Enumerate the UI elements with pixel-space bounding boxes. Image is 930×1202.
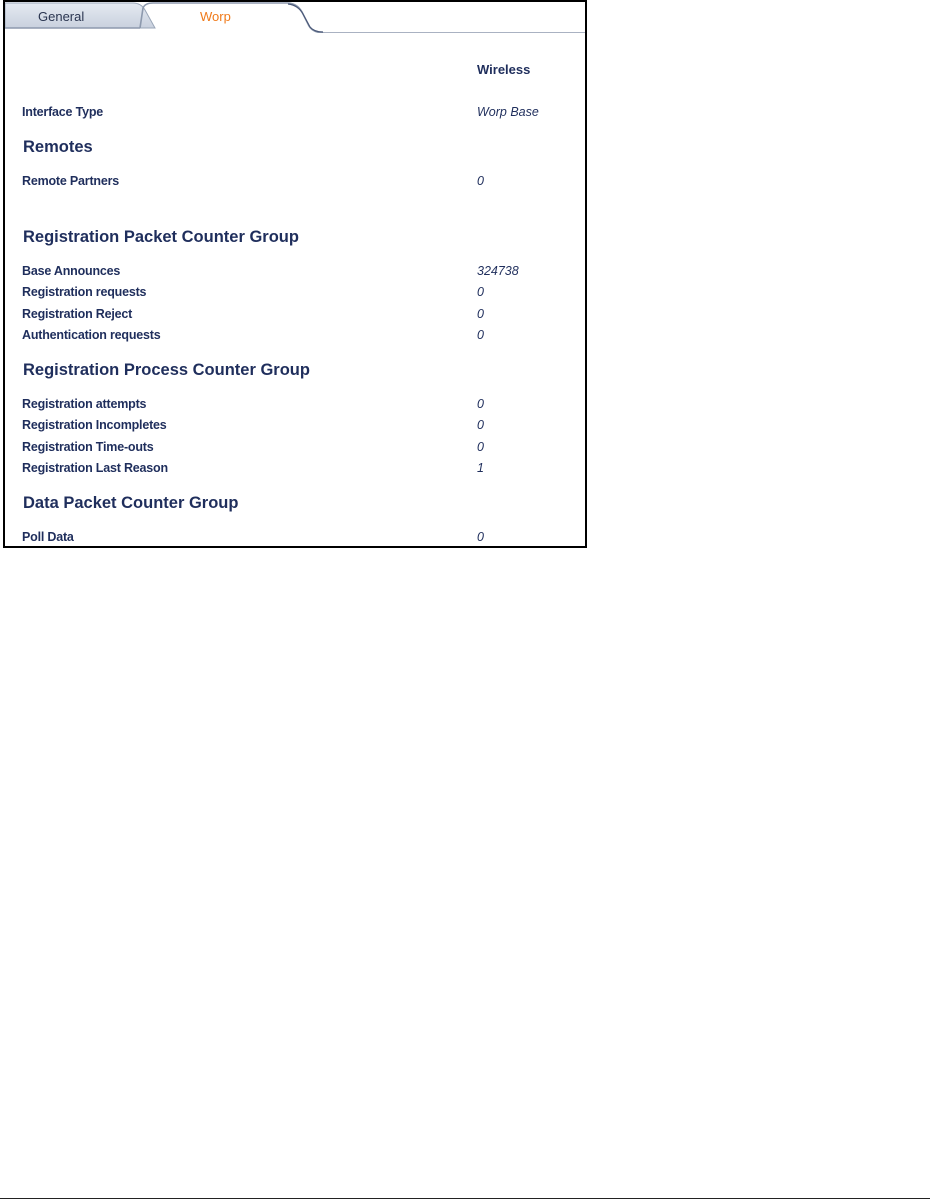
section-title-registration-packet: Registration Packet Counter Group bbox=[23, 228, 299, 246]
row-value: 0 bbox=[477, 285, 484, 299]
row-label: Registration Time-outs bbox=[22, 440, 154, 454]
row-registration-timeouts bbox=[5, 440, 585, 460]
row-value: Worp Base bbox=[477, 105, 539, 119]
row-label: Remote Partners bbox=[22, 174, 120, 188]
tab-bar bbox=[5, 2, 585, 33]
row-label: Registration requests bbox=[22, 285, 147, 299]
row-label: Registration Reject bbox=[22, 307, 133, 321]
section-title-remotes: Remotes bbox=[23, 138, 93, 156]
section-title-registration-process: Registration Process Counter Group bbox=[23, 361, 310, 379]
row-registration-last-reason bbox=[5, 461, 585, 481]
row-label: Registration Incompletes bbox=[22, 418, 167, 432]
row-label: Registration attempts bbox=[22, 397, 147, 411]
row-label: Authentication requests bbox=[22, 328, 161, 342]
row-value: 0 bbox=[477, 307, 484, 321]
section-title-data-packet: Data Packet Counter Group bbox=[23, 494, 239, 512]
tab-worp[interactable]: Worp bbox=[200, 9, 231, 24]
row-base-announces bbox=[5, 264, 585, 284]
row-registration-reject bbox=[5, 307, 585, 327]
row-label: Interface Type bbox=[22, 105, 104, 119]
row-label: Registration Last Reason bbox=[22, 461, 168, 475]
row-value: 0 bbox=[477, 530, 484, 544]
row-registration-incompletes bbox=[5, 418, 585, 438]
row-registration-requests bbox=[5, 285, 585, 305]
column-header-wireless: Wireless bbox=[477, 62, 531, 77]
row-poll-data bbox=[5, 530, 585, 548]
row-value: 0 bbox=[477, 397, 484, 411]
row-value: 0 bbox=[477, 440, 484, 454]
row-value: 0 bbox=[477, 418, 484, 432]
row-value: 1 bbox=[477, 461, 484, 475]
row-value: 0 bbox=[477, 328, 484, 342]
page-footer-rule bbox=[0, 1198, 930, 1199]
row-value: 0 bbox=[477, 174, 484, 188]
row-registration-attempts bbox=[5, 397, 585, 417]
row-value: 324738 bbox=[477, 264, 519, 278]
tab-bar-graphic bbox=[5, 2, 585, 33]
status-panel bbox=[3, 0, 587, 548]
row-remote-partners bbox=[5, 174, 585, 194]
row-label: Base Announces bbox=[22, 264, 121, 278]
tab-general[interactable]: General bbox=[38, 9, 85, 24]
row-label: Poll Data bbox=[22, 530, 74, 544]
row-interface-type bbox=[5, 105, 585, 125]
row-authentication-requests bbox=[5, 328, 585, 348]
